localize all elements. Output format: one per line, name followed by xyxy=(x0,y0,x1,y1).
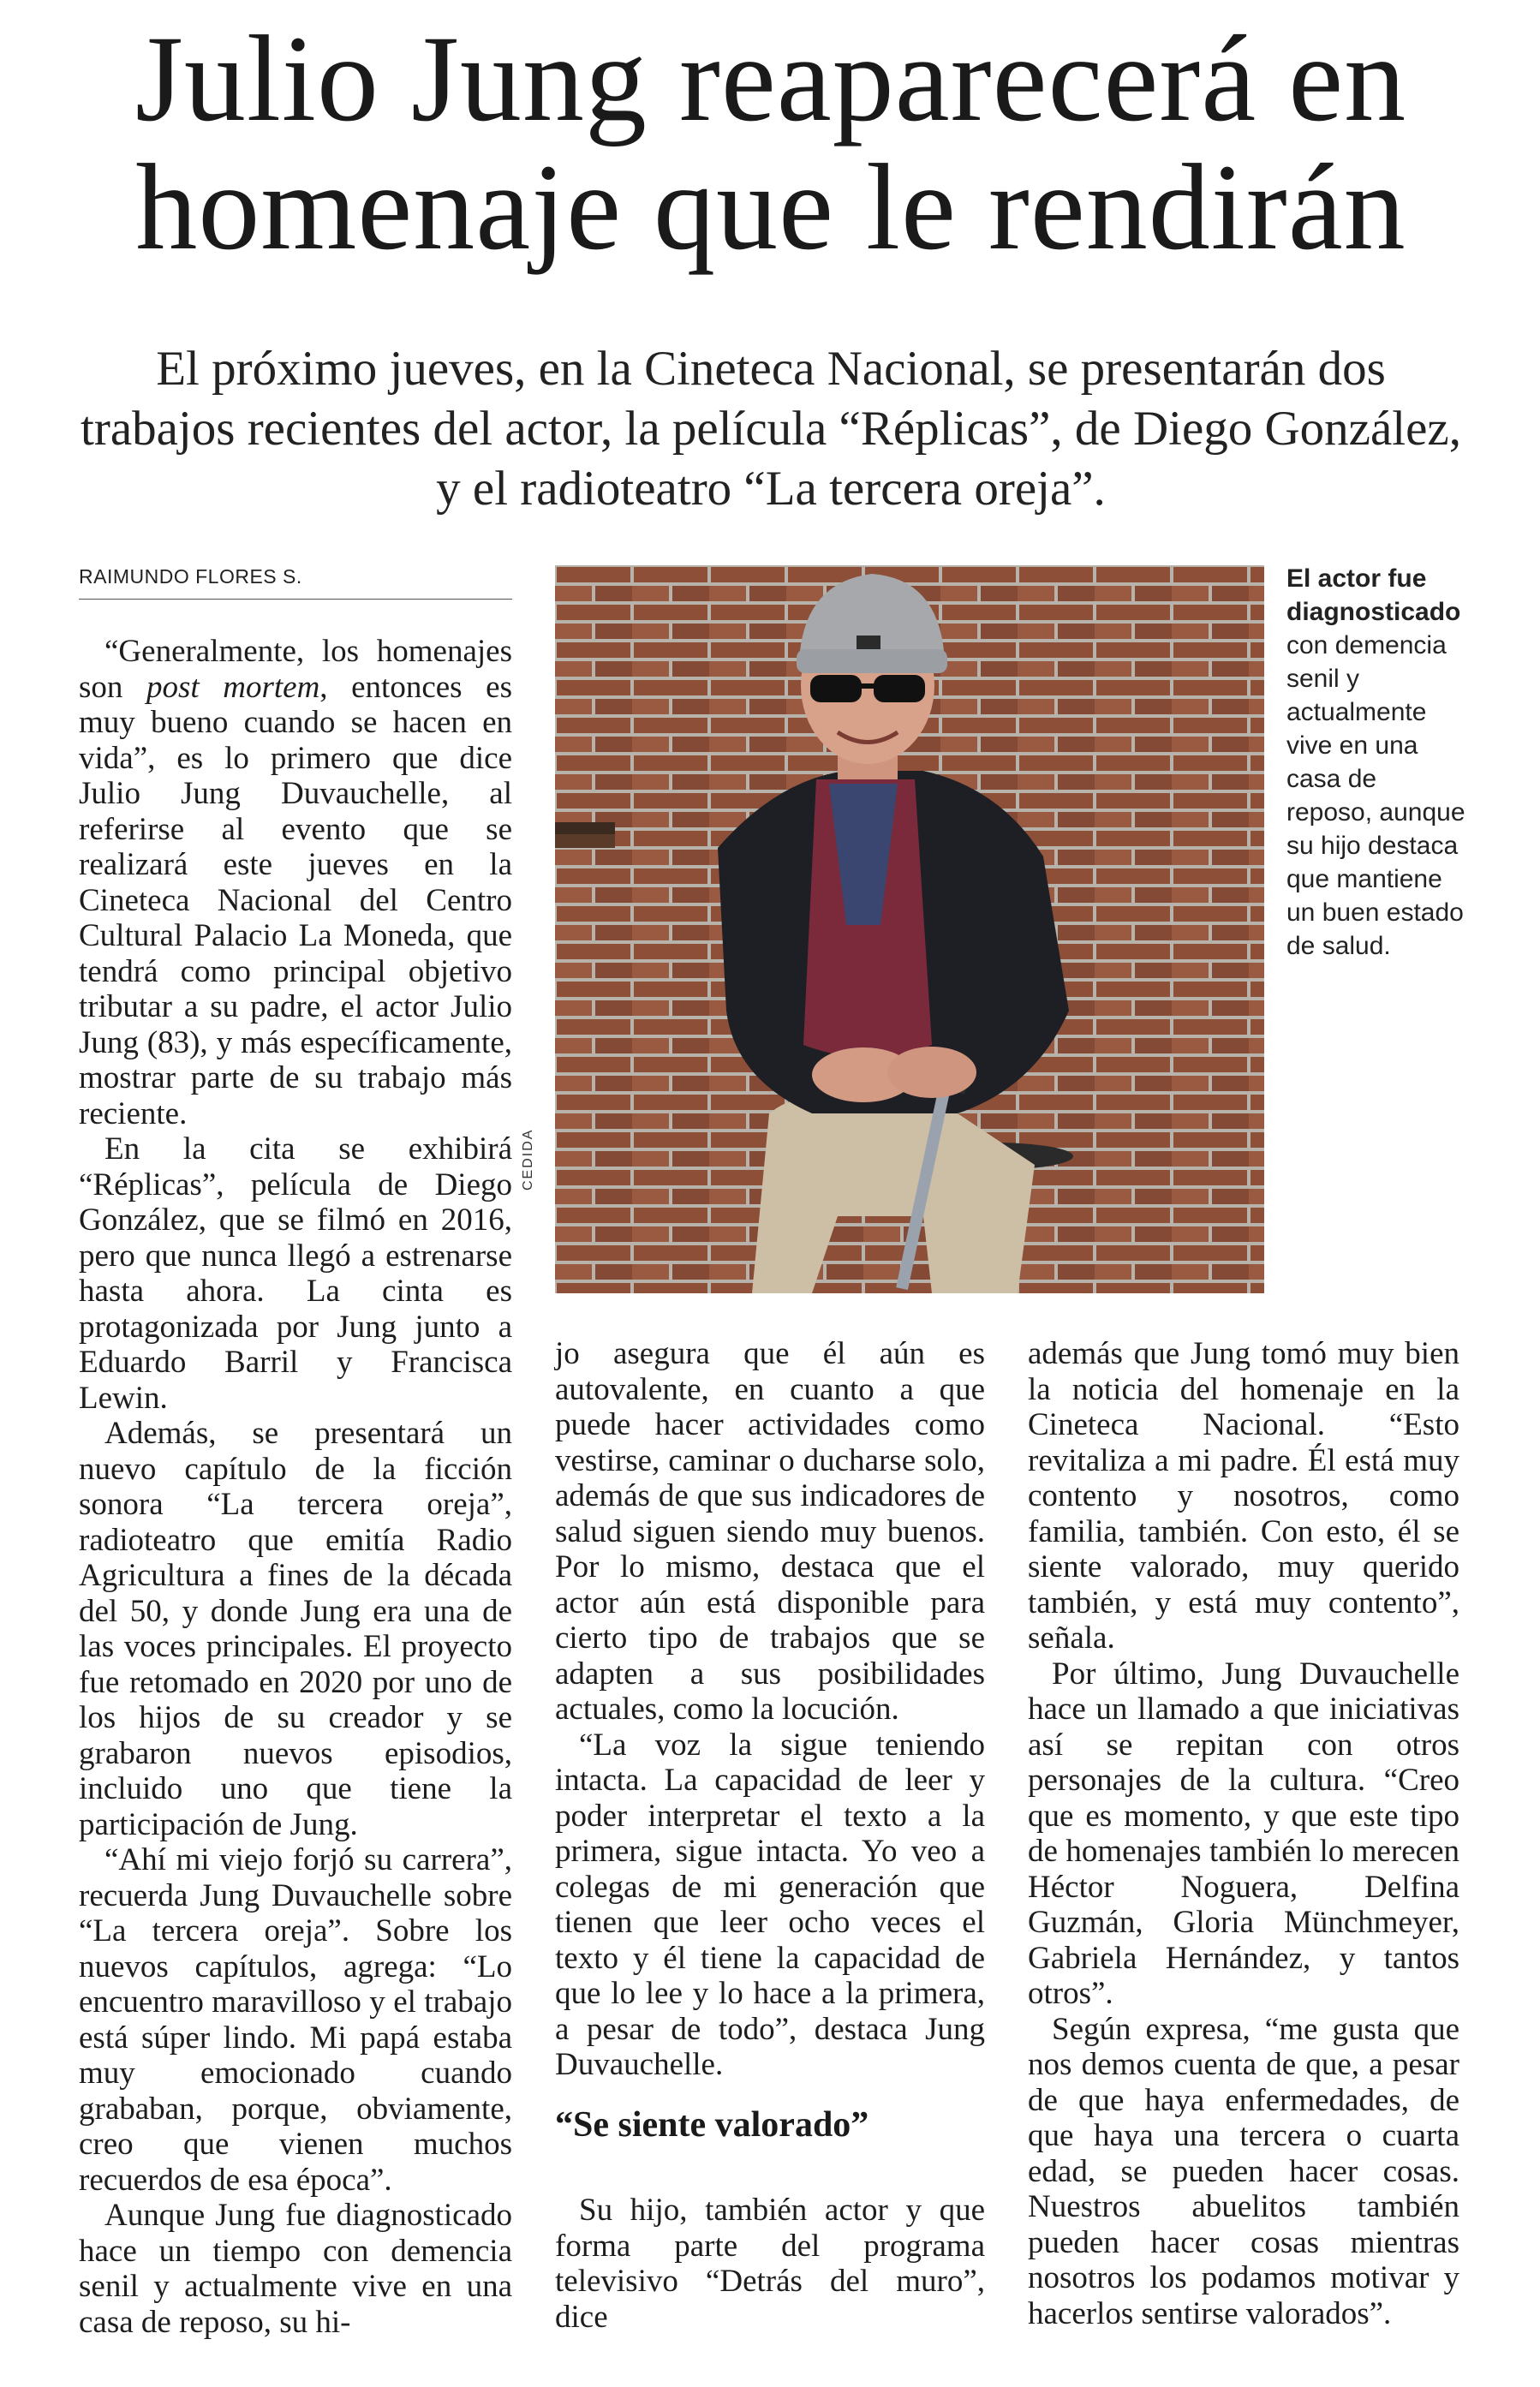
article-paragraph: además que Jung tomó muy bien la noticia del homenaje en la Cineteca Nacional. “Esto revitaliza a mi padre. Él está muy contento y nosotros, como familia, también. Con esto, él se siente valorado, muy querido también, y está muy contento”, señala. xyxy=(1028,1336,1459,1656)
photo-credit: CEDIDA xyxy=(521,1128,535,1191)
article-column-1 xyxy=(79,634,512,2340)
byline: RAIMUNDO FLORES S. xyxy=(79,565,512,600)
emphasis-post-mortem: post mortem xyxy=(146,669,320,705)
article-paragraph: Además, se presentará un nuevo capítulo de la ficción sonora “La tercera oreja”, radioteatro que emitía Radio Agricultura a fines de la década del 50, y donde Jung era una de las voces principales. El proyecto fue retomado en 2020 por uno de los hijos de su creador y se grabaron nuevos episodios, incluido uno que tiene la participación de Jung. xyxy=(79,1416,512,1842)
caption-text: con demencia senil y actualmente vive en una casa de reposo, aunque su hijo destaca que mantiene un buen estado de salud. xyxy=(1286,631,1465,960)
photo-illustration xyxy=(555,565,1264,1293)
article-paragraph: Por último, Jung Duvauchelle hace un llamado a que iniciativas así se repitan con otros personajes de la cultura. “Creo que es momento, y que este tipo de homenajes también lo merecen Héctor Noguera, Delfina Guzmán, Gloria Münchmeyer, Gabriela Hernández, y tantos otros”. xyxy=(1028,1656,1459,2011)
section-subhead: “Se siente valorado” xyxy=(555,2105,869,2145)
article-paragraph: Aunque Jung fue diagnosticado hace un tiempo con demencia senil y actualmente vive en una casa de reposo, su hi- xyxy=(79,2198,512,2340)
caption-lead: El actor fue diagnosticado xyxy=(1286,564,1461,626)
photo-caption xyxy=(1286,562,1468,963)
article-paragraph: “Generalmente, los homenajes son post mortem, entonces es muy bueno cuando se hacen en vida”, es lo primero que dice Julio Jung Duvauchelle, al referirse al evento que se realizará este jueves en la Cineteca Nacional del Centro Cultural Palacio La Moneda, que tendrá como principal objetivo tributar a su padre, el actor Julio Jung (83), y más específicamente, mostrar parte de su trabajo más reciente. xyxy=(79,634,512,1131)
article-column-2 xyxy=(555,1336,985,2083)
photo-julio-jung xyxy=(555,565,1264,1293)
deck-subtitle: El próximo jueves, en la Cineteca Nacional, se presentarán dos trabajos recientes del actor, la película “Réplicas”, de Diego González, y el radioteatro “La tercera oreja”. xyxy=(81,342,1461,516)
article-paragraph: Según expresa, “me gusta que nos demos cuenta de que, a pesar de que haya enfermedades, de que haya una tercera o cuarta edad, se pueden hacer cosas. Nuestros abuelitos también pueden hacer cosas mientras nosotros los podamos motivar y hacerlos sentirse valorados”. xyxy=(1028,2011,1459,2331)
article-paragraph: jo asegura que él aún es autovalente, en cuanto a que puede hacer actividades como vestirse, caminar o ducharse solo, además de que sus indicadores de salud siguen siendo muy buenos. Por lo mismo, destaca que el actor aún está disponible para cierto tipo de trabajos que se adapten a sus posibilidades actuales, como la locución. xyxy=(555,1336,985,1727)
article-column-3 xyxy=(1028,1336,1459,2331)
article-paragraph: En la cita se exhibirá “Réplicas”, película de Diego González, que se filmó en 2016, pero que nunca llegó a estrenarse hasta ahora. La cinta es protagonizada por Jung junto a Eduardo Barril y Francisca Lewin. xyxy=(79,1131,512,1416)
article-column-2-lower xyxy=(555,2193,985,2335)
headline: Julio Jung reaparecerá en homenaje que le rendirán xyxy=(134,11,1407,276)
article-paragraph: Su hijo, también actor y que forma parte del programa televisivo “Detrás del muro”, dice xyxy=(555,2193,985,2335)
article-paragraph: “Ahí mi viejo forjó su carrera”, recuerda Jung Duvauchelle sobre “La tercera oreja”. Sobre los nuevos capítulos, agrega: “Lo encuentro maravilloso y el trabajo está súper lindo. Mi papá estaba muy emocionado cuando grababan, porque, obviamente, creo que vienen muchos recuerdos de esa época”. xyxy=(79,1842,512,2198)
article-paragraph: “La voz la sigue teniendo intacta. La capacidad de leer y poder interpretar el texto a la primera, sigue intacta. Yo veo a colegas de mi generación que tienen que leer ocho veces el texto y él tiene la capacidad de que lo lee y lo hace a la primera, a pesar de todo”, destaca Jung Duvauchelle. xyxy=(555,1727,985,2082)
